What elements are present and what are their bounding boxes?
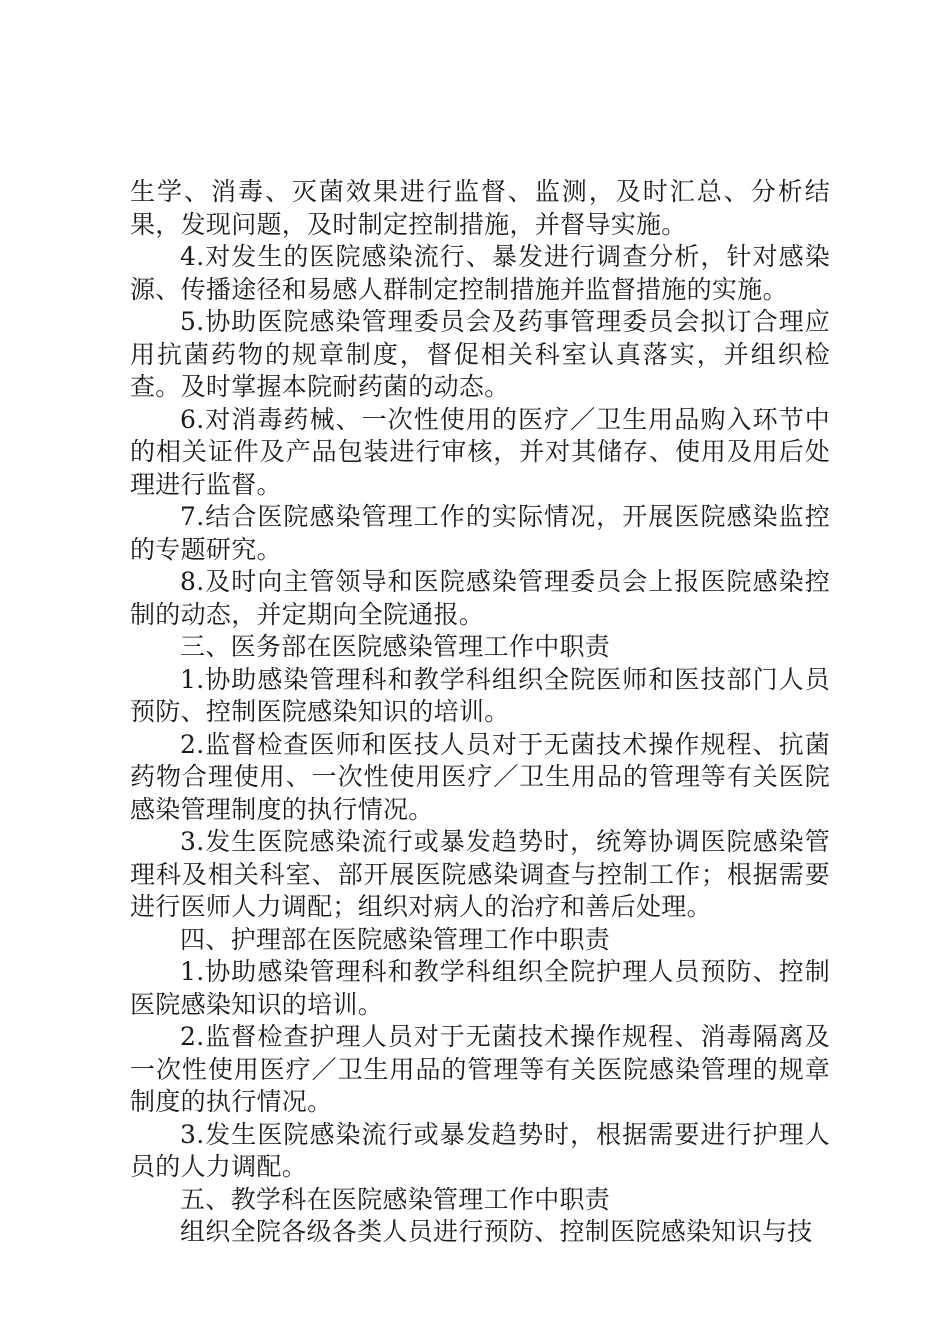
paragraph-teaching-1: 组织全院各级各类人员进行预防、控制医院感染知识与技 xyxy=(180,1217,813,1246)
paragraph-item-8: 8.及时向主管领导和医院感染管理委员会上报医院感染控制的动态，并定期向全院通报。 xyxy=(130,567,830,629)
paragraph-item-4: 4.对发生的医院感染流行、暴发进行调查分析，针对感染源、传播途径和易感人群制定控制措施并监督措施的实施。 xyxy=(130,242,830,304)
paragraph-item-7: 7.结合医院感染管理工作的实际情况，开展医院感染监控的专题研究。 xyxy=(130,502,830,564)
paragraph-medical-1: 1.协助感染管理科和教学科组织全院医师和医技部门人员预防、控制医院感染知识的培训。 xyxy=(130,664,830,726)
section-heading-3: 三、医务部在医院感染管理工作中职责 xyxy=(180,632,611,661)
paragraph-continuation: 生学、消毒、灭菌效果进行监督、监测，及时汇总、分析结果，发现问题，及时制定控制措施，并督导实施。 xyxy=(130,177,830,239)
paragraph-nursing-1: 1.协助感染管理科和教学科组织全院护理人员预防、控制医院感染知识的培训。 xyxy=(130,957,830,1019)
paragraph-item-6: 6.对消毒药械、一次性使用的医疗／卫生用品购入环节中的相关证件及产品包装进行审核，并对其储存、使用及用后处理进行监督。 xyxy=(130,404,830,499)
paragraph-medical-2: 2.监督检查医师和医技人员对于无菌技术操作规程、抗菌药物合理使用、一次性使用医疗／卫生用品的管理等有关医院感染管理制度的执行情况。 xyxy=(130,729,830,824)
section-heading-5: 五、教学科在医院感染管理工作中职责 xyxy=(180,1184,611,1214)
paragraph-nursing-2: 2.监督检查护理人员对于无菌技术操作规程、消毒隔离及一次性使用医疗／卫生用品的管理等有关医院感染管理的规章制度的执行情况。 xyxy=(130,1022,830,1116)
paragraph-item-5: 5.协助医院感染管理委员会及药事管理委员会拟订合理应用抗菌药物的规章制度，督促相关科室认真落实，并组织检查。及时掌握本院耐药菌的动态。 xyxy=(130,307,830,401)
section-heading-4: 四、护理部在医院感染管理工作中职责 xyxy=(180,924,611,954)
paragraph-nursing-3: 3.发生医院感染流行或暴发趋势时，根据需要进行护理人员的人力调配。 xyxy=(130,1119,830,1181)
document-body xyxy=(130,176,830,1249)
paragraph-medical-3: 3.发生医院感染流行或暴发趋势时，统筹协调医院感染管理科及相关科室、部开展医院感染调查与控制工作；根据需要进行医师人力调配；组织对病人的治疗和善后处理。 xyxy=(130,827,830,921)
